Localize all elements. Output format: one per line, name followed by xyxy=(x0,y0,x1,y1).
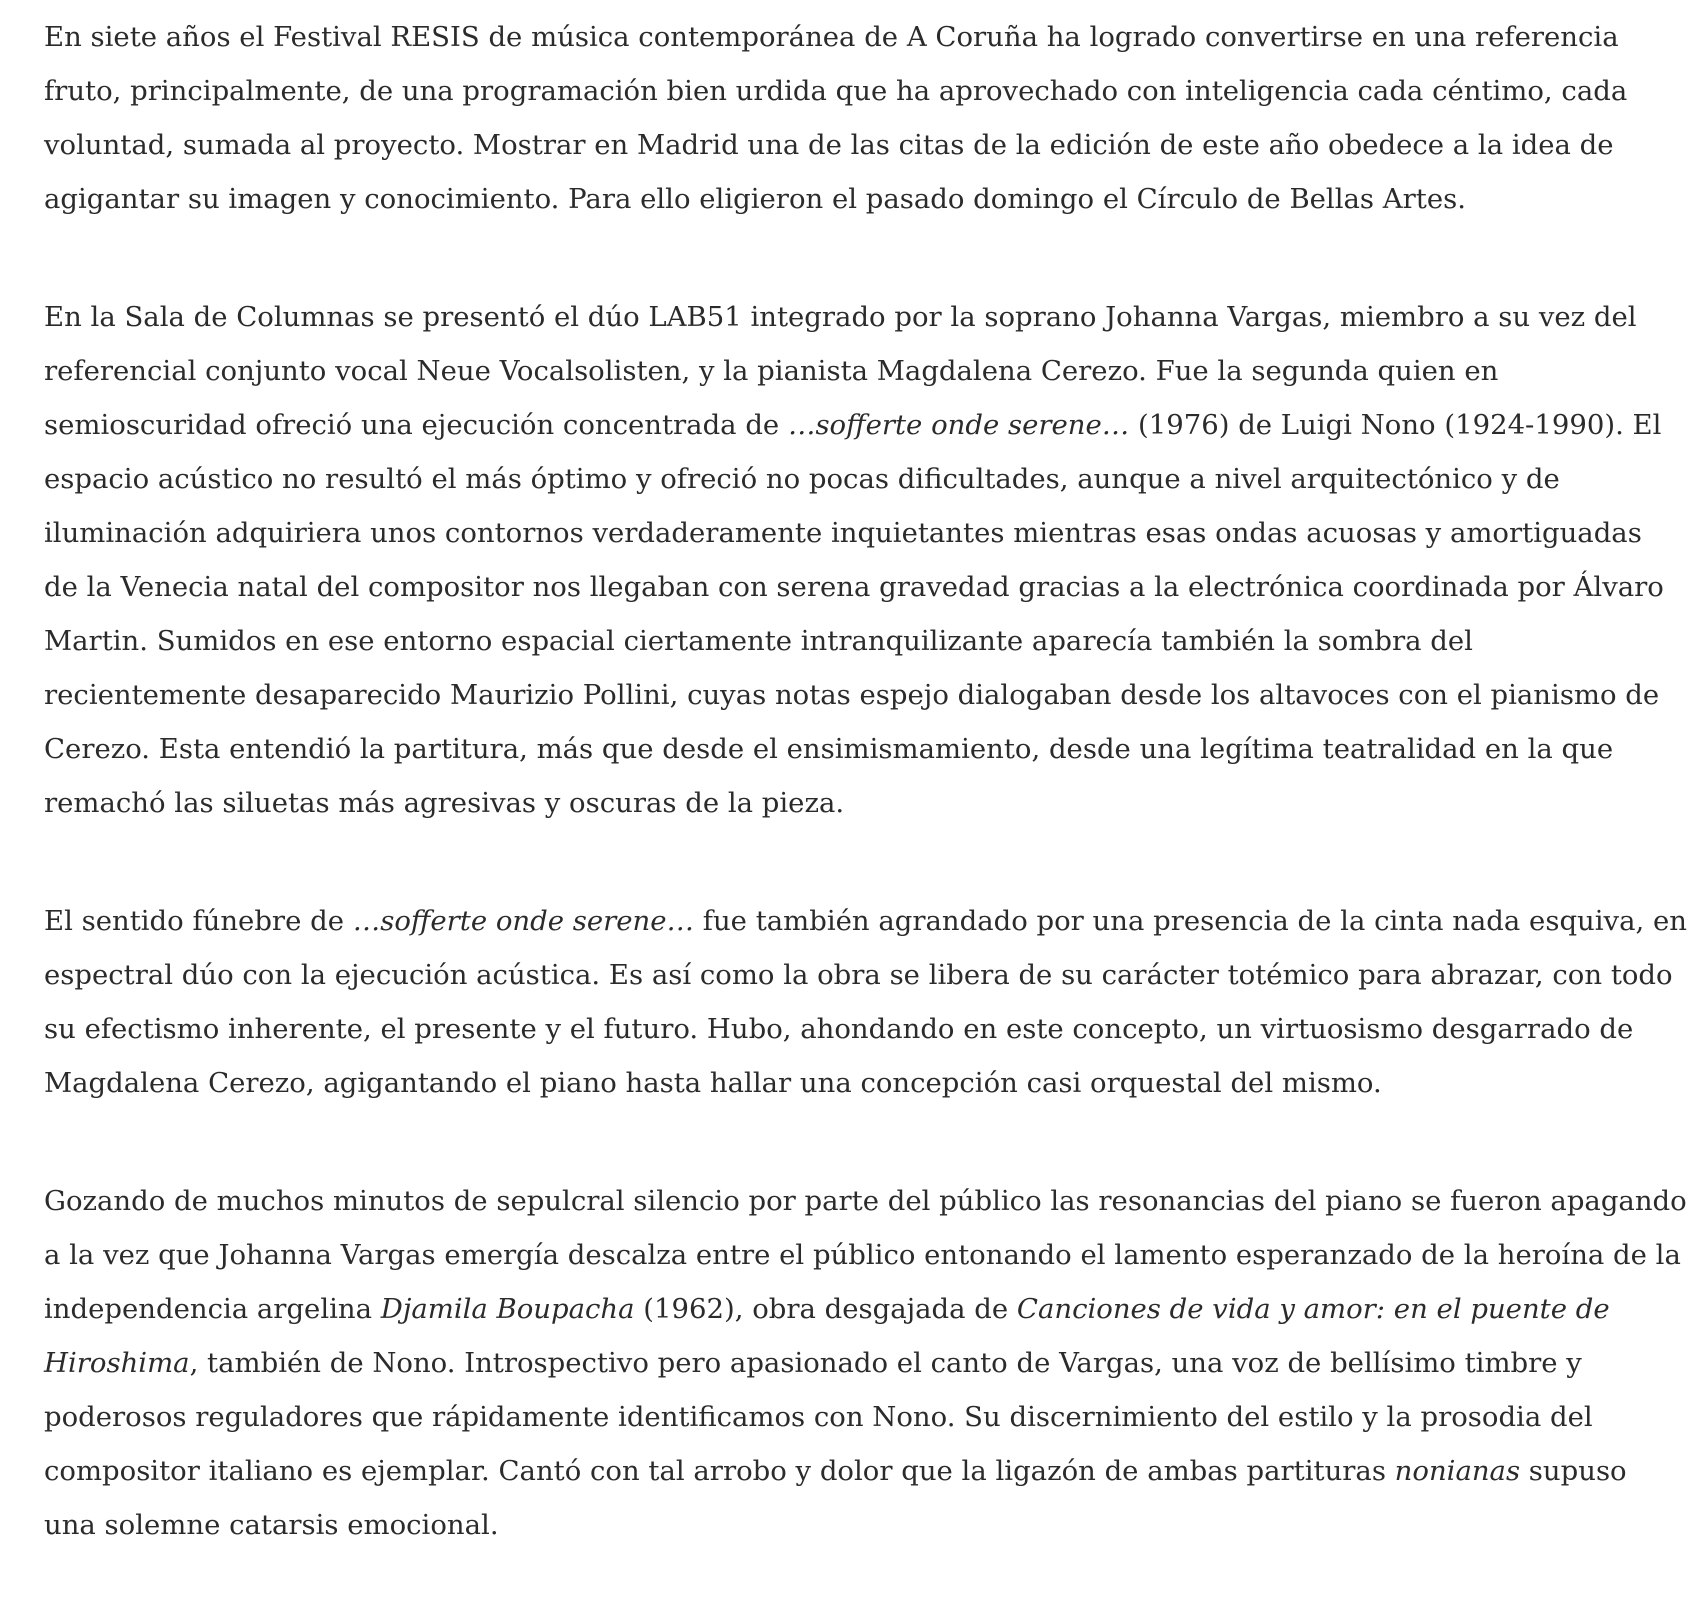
text-line xyxy=(44,776,1694,830)
text-run: semioscuridad ofreció una ejecución concentrada de xyxy=(44,409,788,441)
text-run: supuso xyxy=(1520,1455,1627,1487)
text-line xyxy=(44,452,1694,506)
italic-title: nonianas xyxy=(1394,1455,1521,1487)
text-line xyxy=(44,398,1694,452)
text-run: El sentido fúnebre de xyxy=(44,905,353,937)
text-run: agigantar su imagen y conocimiento. Para ello eligieron el pasado domingo el Círculo de Bellas Artes. xyxy=(44,183,1466,215)
text-line xyxy=(44,948,1694,1002)
article-body xyxy=(44,10,1694,1616)
text-line xyxy=(44,118,1694,172)
text-run: espacio acústico no resultó el más óptimo y ofreció no pocas dificultades, aunque a nivel arquitectónico y de xyxy=(44,463,1560,495)
text-run: voluntad, sumada al proyecto. Mostrar en Madrid una de las citas de la edición de este año obedece a la idea de xyxy=(44,129,1614,161)
text-run: a la vez que Johanna Vargas emergía descalza entre el público entonando el lamento esperanzado de la heroína de la xyxy=(44,1239,1681,1271)
text-line xyxy=(44,1444,1694,1498)
text-run: Gozando de muchos minutos de sepulcral silencio por parte del público las resonancias del piano se fueron apagando xyxy=(44,1185,1687,1217)
text-line xyxy=(44,172,1694,226)
text-run: fue también agrandado por una presencia de la cinta nada esquiva, en xyxy=(694,905,1687,937)
text-run: (1962), obra desgajada de xyxy=(634,1293,1017,1325)
text-run: En la Sala de Columnas se presentó el dúo LAB51 integrado por la soprano Johanna Vargas, miembro a su vez del xyxy=(44,301,1637,333)
text-line xyxy=(44,1002,1694,1056)
paragraph-1 xyxy=(44,10,1694,226)
paragraph-3 xyxy=(44,894,1694,1110)
text-line xyxy=(44,10,1694,64)
text-run: referencial conjunto vocal Neue Vocalsolisten, y la pianista Magdalena Cerezo. Fue la segunda quien en xyxy=(44,355,1499,387)
text-line xyxy=(44,506,1694,560)
text-line xyxy=(44,344,1694,398)
text-line xyxy=(44,614,1694,668)
text-run: remachó las siluetas más agresivas y oscuras de la pieza. xyxy=(44,787,845,819)
text-line xyxy=(44,64,1694,118)
text-line xyxy=(44,1228,1694,1282)
text-run: de la Venecia natal del compositor nos llegaban con serena gravedad gracias a la electrónica coordinada por Álvaro xyxy=(44,571,1664,603)
text-line xyxy=(44,1336,1694,1390)
text-run: En siete años el Festival RESIS de música contemporánea de A Coruña ha logrado convertirse en una referencia xyxy=(44,21,1619,53)
italic-title: Djamila Boupacha xyxy=(380,1293,635,1325)
text-run: (1976) de Luigi Nono (1924-1990). El xyxy=(1129,409,1662,441)
text-run: , también de Nono. Introspectivo pero apasionado el canto de Vargas, una voz de bellísimo timbre y xyxy=(189,1347,1582,1379)
text-run: Cerezo. Esta entendió la partitura, más que desde el ensimismamiento, desde una legítima teatralidad en la que xyxy=(44,733,1614,765)
text-run: una solemne catarsis emocional. xyxy=(44,1509,499,1541)
text-run: compositor italiano es ejemplar. Cantó con tal arrobo y dolor que la ligazón de ambas partituras xyxy=(44,1455,1395,1487)
text-run: independencia argelina xyxy=(44,1293,381,1325)
italic-title: …sofferte onde serene… xyxy=(787,409,1130,441)
text-line xyxy=(44,1282,1694,1336)
text-line xyxy=(44,1498,1694,1552)
text-line xyxy=(44,1174,1694,1228)
italic-title: Hiroshima xyxy=(44,1347,190,1379)
text-line xyxy=(44,1056,1694,1110)
text-run: Magdalena Cerezo, agigantando el piano hasta hallar una concepción casi orquestal del mismo. xyxy=(44,1067,1382,1099)
text-line xyxy=(44,560,1694,614)
italic-title: …sofferte onde serene… xyxy=(352,905,695,937)
text-run: Martin. Sumidos en ese entorno espacial ciertamente intranquilizante aparecía también la sombra del xyxy=(44,625,1473,657)
text-line xyxy=(44,668,1694,722)
text-run: espectral dúo con la ejecución acústica. Es así como la obra se libera de su carácter totémico para abrazar, con todo xyxy=(44,959,1673,991)
text-line xyxy=(44,1390,1694,1444)
paragraph-2 xyxy=(44,290,1694,830)
text-run: poderosos reguladores que rápidamente identificamos con Nono. Su discernimiento del estilo y la prosodia del xyxy=(44,1401,1593,1433)
text-line xyxy=(44,722,1694,776)
text-run: fruto, principalmente, de una programación bien urdida que ha aprovechado con inteligencia cada céntimo, cada xyxy=(44,75,1628,107)
text-line xyxy=(44,290,1694,344)
text-run: recientemente desaparecido Maurizio Pollini, cuyas notas espejo dialogaban desde los altavoces con el pianismo de xyxy=(44,679,1660,711)
text-run: iluminación adquiriera unos contornos verdaderamente inquietantes mientras esas ondas acuosas y amortiguadas xyxy=(44,517,1642,549)
paragraph-4 xyxy=(44,1174,1694,1552)
text-line xyxy=(44,894,1694,948)
text-run: su efectismo inherente, el presente y el futuro. Hubo, ahondando en este concepto, un virtuosismo desgarrado de xyxy=(44,1013,1634,1045)
italic-title: Canciones de vida y amor: en el puente de xyxy=(1016,1293,1610,1325)
